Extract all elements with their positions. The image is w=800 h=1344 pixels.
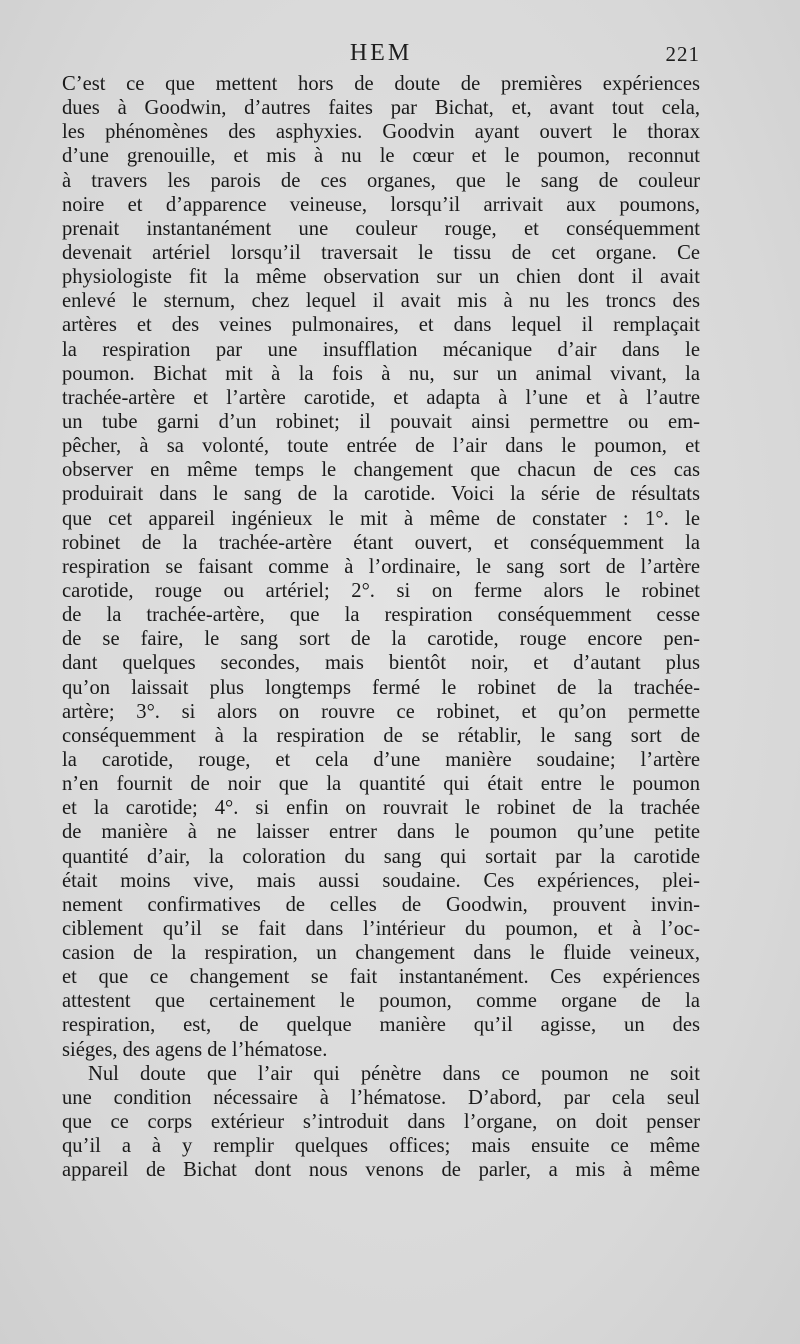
text-line: les phénomènes des asphyxies. Goodvin ayant ouvert le thorax [62, 121, 700, 144]
text-line: un tube garni d’un robinet; il pouvait ainsi permettre ou em- [62, 410, 700, 433]
text-line: dues à Goodwin, d’autres faites par Bichat, et, avant tout cela, [62, 97, 700, 120]
text-line: ciblement qu’il se fait dans l’intérieur du poumon, et à l’oc- [62, 917, 700, 940]
text-line: n’en fournit de noir que la quantité qui était entre le poumon [62, 773, 700, 796]
text-line: casion de la respiration, un changement dans le fluide veineux, [62, 942, 700, 965]
body-text [62, 72, 700, 1182]
text-line: poumon. Bichat mit à la fois à nu, sur un animal vivant, la [62, 362, 700, 385]
text-line: était moins vive, mais aussi soudaine. Ces expériences, plei- [62, 869, 700, 892]
text-line: prenait instantanément une couleur rouge, et conséquemment [62, 217, 700, 240]
text-line: et la carotide; 4°. si enfin on rouvrait le robinet de la trachée [62, 797, 700, 820]
text-line: conséquemment à la respiration de se rétablir, le sang sort de [62, 724, 700, 747]
text-line: appareil de Bichat dont nous venons de parler, a mis à même [62, 1159, 700, 1182]
text-line: la respiration par une insufflation mécanique d’air dans le [62, 338, 700, 361]
text-line: produirait dans le sang de la carotide. Voici la série de résultats [62, 483, 700, 506]
text-line: de se faire, le sang sort de la carotide, rouge encore pen- [62, 628, 700, 651]
text-line: pêcher, à sa volonté, toute entrée de l’air dans le poumon, et [62, 435, 700, 458]
text-line: devenait artériel lorsqu’il traversait le tissu de cet organe. Ce [62, 241, 700, 264]
text-line: artères et des veines pulmonaires, et dans lequel il remplaçait [62, 314, 700, 337]
text-line: qu’il a à y remplir quelques offices; mais ensuite ce même [62, 1135, 700, 1158]
text-line: à travers les parois de ces organes, que le sang de couleur [62, 169, 700, 192]
text-line: et que ce changement se fait instantanément. Ces expériences [62, 966, 700, 989]
text-line: la carotide, rouge, et cela d’une manière soudaine; l’artère [62, 748, 700, 771]
text-line: qu’on laissait plus longtemps fermé le robinet de la trachée- [62, 676, 700, 699]
text-line: robinet de la trachée-artère étant ouvert, et conséquemment la [62, 531, 700, 554]
text-line: observer en même temps le changement que chacun de ces cas [62, 459, 700, 482]
text-line: une condition nécessaire à l’hématose. D’abord, par cela seul [62, 1086, 700, 1109]
text-line: carotide, rouge ou artériel; 2°. si on ferme alors le robinet [62, 579, 700, 602]
text-line: artère; 3°. si alors on rouvre ce robinet, et qu’on permette [62, 700, 700, 723]
running-head: HEM [349, 40, 413, 66]
text-line: attestent que certainement le poumon, comme organe de la [62, 990, 700, 1013]
text-line: physiologiste fit la même observation sur un chien dont il avait [62, 266, 700, 289]
text-line: dant quelques secondes, mais bientôt noir, et d’autant plus [62, 652, 700, 675]
text-line: de la trachée-artère, que la respiration conséquemment cesse [62, 604, 700, 627]
text-line: C’est ce que mettent hors de doute de premières expériences [62, 73, 700, 95]
page-header [62, 40, 700, 70]
text-line: siéges, des agens de l’hématose. [62, 1038, 328, 1061]
paragraph [62, 1062, 700, 1183]
text-line: quantité d’air, la coloration du sang qui sortait par la carotide [62, 845, 700, 868]
text-line: d’une grenouille, et mis à nu le cœur et le poumon, reconnut [62, 145, 700, 168]
text-line: noire et d’apparence veineuse, lorsqu’il arrivait aux poumons, [62, 193, 700, 216]
text-line: trachée-artère et l’artère carotide, et adapta à l’une et à l’autre [62, 386, 700, 409]
text-line: de manière à ne laisser entrer dans le poumon qu’une petite [62, 821, 700, 844]
text-line: Nul doute que l’air qui pénètre dans ce poumon ne soit [88, 1062, 700, 1085]
text-line: nement confirmatives de celles de Goodwin, prouvent invin- [62, 893, 700, 916]
text-line: respiration se faisant comme à l’ordinaire, le sang sort de l’artère [62, 555, 700, 578]
paragraph [62, 72, 700, 1062]
text-line: que ce corps extérieur s’introduit dans l’organe, on doit penser [62, 1111, 700, 1134]
page-number: 221 [665, 42, 700, 66]
text-line: respiration, est, de quelque manière qu’il agisse, un des [62, 1014, 700, 1037]
text-line: que cet appareil ingénieux le mit à même de constater : 1°. le [62, 507, 700, 530]
text-line: enlevé le sternum, chez lequel il avait mis à nu les troncs des [62, 290, 700, 313]
